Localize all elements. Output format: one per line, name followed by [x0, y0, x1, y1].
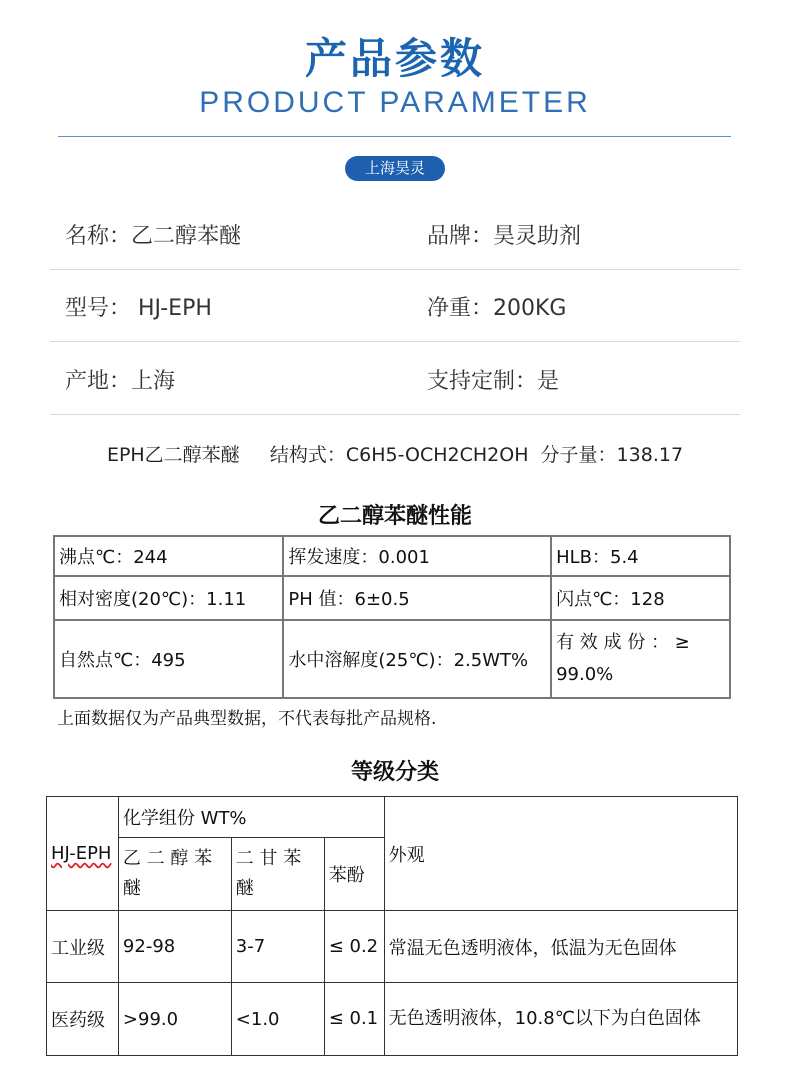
- table-row: [54, 620, 730, 698]
- product-weight: 净重：200KG: [427, 296, 567, 321]
- performance-table: [53, 535, 731, 699]
- eph-value: >99.0: [118, 983, 231, 1056]
- performance-title: 乙二醇苯醚性能: [317, 504, 472, 529]
- appearance-header: 外观: [384, 797, 737, 911]
- composition-header: 化学组份 WT%: [118, 797, 384, 838]
- performance-note: 上面数据仅为产品典型数据，不代表每批产品规格.: [57, 709, 437, 729]
- appearance-value: 常温无色透明液体，低温为无色固体: [384, 911, 737, 983]
- table-cell: 水中溶解度(25℃)：2.5WT%: [283, 620, 551, 698]
- deg-value: 3-7: [231, 911, 324, 983]
- product-origin: 产地：上海: [65, 369, 176, 394]
- formula-line: EPH乙二醇苯醚 结构式：C6H5-OCH2CH2OH 分子量：138.17: [106, 444, 684, 466]
- page-title: 产品参数: [304, 34, 485, 83]
- info-row-name: [50, 197, 740, 270]
- table-cell: HLB：5.4: [551, 536, 730, 576]
- product-model: 型号： HJ-EPH: [65, 296, 212, 321]
- brand-badge: 上海昊灵: [345, 156, 445, 181]
- model-header: HJ-EPH: [47, 797, 119, 911]
- deg-header: 二 甘 苯 醚: [231, 838, 324, 911]
- info-row-origin: [50, 342, 740, 415]
- table-cell: 闪点℃：128: [551, 576, 730, 620]
- grade-label: 医药级: [47, 983, 119, 1056]
- product-name: 名称：乙二醇苯醚: [65, 224, 242, 249]
- deg-value: <1.0: [231, 983, 324, 1056]
- appearance-value: 无色透明液体，10.8℃以下为白色固体: [384, 983, 737, 1056]
- table-row: [47, 911, 738, 983]
- table-cell: 相对密度(20℃)：1.11: [54, 576, 283, 620]
- table-row: [47, 797, 738, 838]
- eph-value: 92-98: [118, 911, 231, 983]
- product-brand: 品牌：昊灵助剂: [427, 224, 582, 249]
- grades-table: [46, 796, 738, 1056]
- phenol-header: 苯酚: [324, 838, 384, 911]
- phenol-value: ≤ 0.1: [324, 983, 384, 1056]
- table-cell: 自然点℃：495: [54, 620, 283, 698]
- eph-header: 乙 二 醇 苯 醚: [118, 838, 231, 911]
- page-subtitle: PRODUCT PARAMETER: [199, 86, 591, 119]
- title-divider: [58, 136, 731, 137]
- table-row: [54, 536, 730, 576]
- table-row: [47, 983, 738, 1056]
- grades-title: 等级分类: [350, 760, 439, 785]
- product-customization: 支持定制：是: [427, 369, 560, 394]
- info-row-model: [50, 269, 740, 342]
- table-cell: 挥发速度：0.001: [283, 536, 551, 576]
- table-cell: PH 值：6±0.5: [283, 576, 551, 620]
- phenol-value: ≤ 0.2: [324, 911, 384, 983]
- table-cell: 有 效 成 份 ： ≥ 99.0%: [551, 620, 730, 698]
- table-row: [54, 576, 730, 620]
- table-cell: 沸点℃：244: [54, 536, 283, 576]
- grade-label: 工业级: [47, 911, 119, 983]
